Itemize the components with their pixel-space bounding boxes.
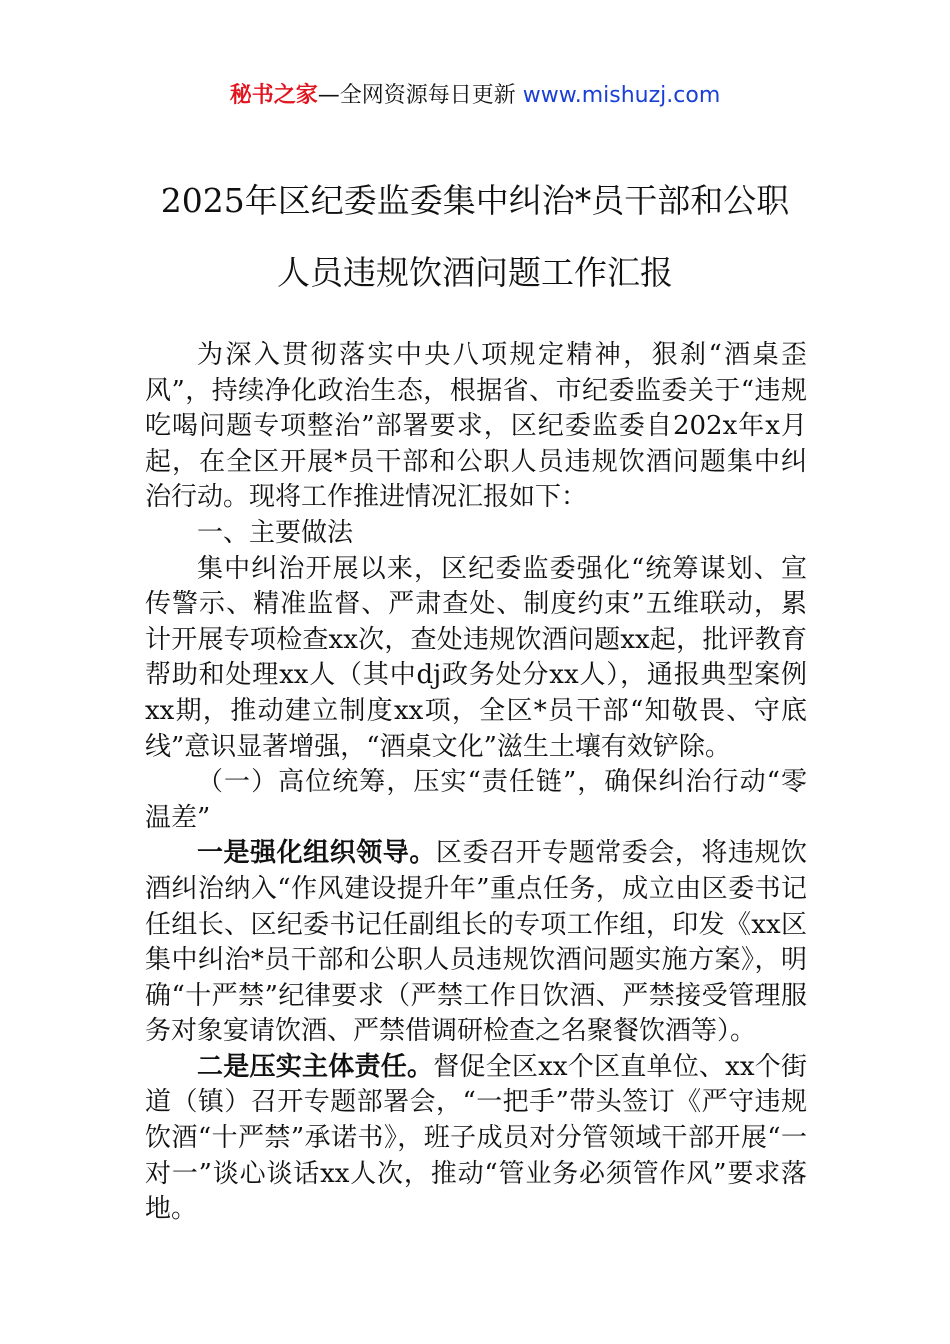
section-heading: 一、主要做法: [197, 517, 354, 548]
document-body: [145, 338, 807, 1228]
item-lead-1: 一是强化组织领导。: [197, 838, 436, 869]
item-paragraph-1: [145, 836, 807, 1050]
document-title-line-1: 2025年区纪委监委集中纠治*员干部和公职: [160, 181, 790, 220]
site-tagline: —全网资源每日更新: [317, 83, 523, 108]
item-text-1: 区委召开专题常委会，将违规饮酒纠治纳入“作风建设提升年”重点任务，成立由区委书记任组长、区纪委书记任副组长的专项工作组，印发《xx区集中纠治*员干部和公职人员违规饮酒问题实施方案》，明确“十严禁”纪律要求（严禁工作日饮酒、严禁接受管理服务对象宴请饮酒、严禁借调研检查之名聚餐饮酒等）。: [145, 838, 807, 1047]
site-header: [0, 80, 950, 112]
item-lead-2: 二是压实主体责任。: [197, 1051, 434, 1082]
document-title-line-2: 人员违规饮酒问题工作汇报: [277, 253, 673, 292]
site-url-link[interactable]: www.mishuzj.com: [522, 83, 721, 108]
item-paragraph-2: [145, 1050, 807, 1228]
intro-paragraph: 为深入贯彻落实中央八项规定精神，狠刹“酒桌歪风”，持续净化政治生态，根据省、市纪委监委关于“违规吃喝问题专项整治”部署要求，区纪委监委自202x年x月起，在全区开展*员干部和公职人员违规饮酒问题集中纠治行动。现将工作推进情况汇报如下：: [145, 340, 807, 513]
subsection-heading: （一）高位统筹，压实“责任链”，确保纠治行动“零温差”: [145, 767, 807, 833]
section-summary-paragraph: 集中纠治开展以来，区纪委监委强化“统筹谋划、宣传警示、精准监督、严肃查处、制度约束”五维联动，累计开展专项检查xx次，查处违规饮酒问题xx起，批评教育帮助和处理xx人（其中dj政务处分xx人），通报典型案例xx期，推动建立制度xx项，全区*员干部“知敬畏、守底线”意识显著增强，“酒桌文化”滋生土壤有效铲除。: [145, 553, 807, 762]
site-brand: 秘书之家: [229, 83, 318, 108]
item-text-2: 督促全区xx个区直单位、xx个街道（镇）召开专题部署会，“一把手”带头签订《严守违规饮酒“十严禁”承诺书》，班子成员对分管领域干部开展“一对一”谈心谈话xx人次，推动“管业务必须管作风”要求落地。: [145, 1051, 807, 1225]
